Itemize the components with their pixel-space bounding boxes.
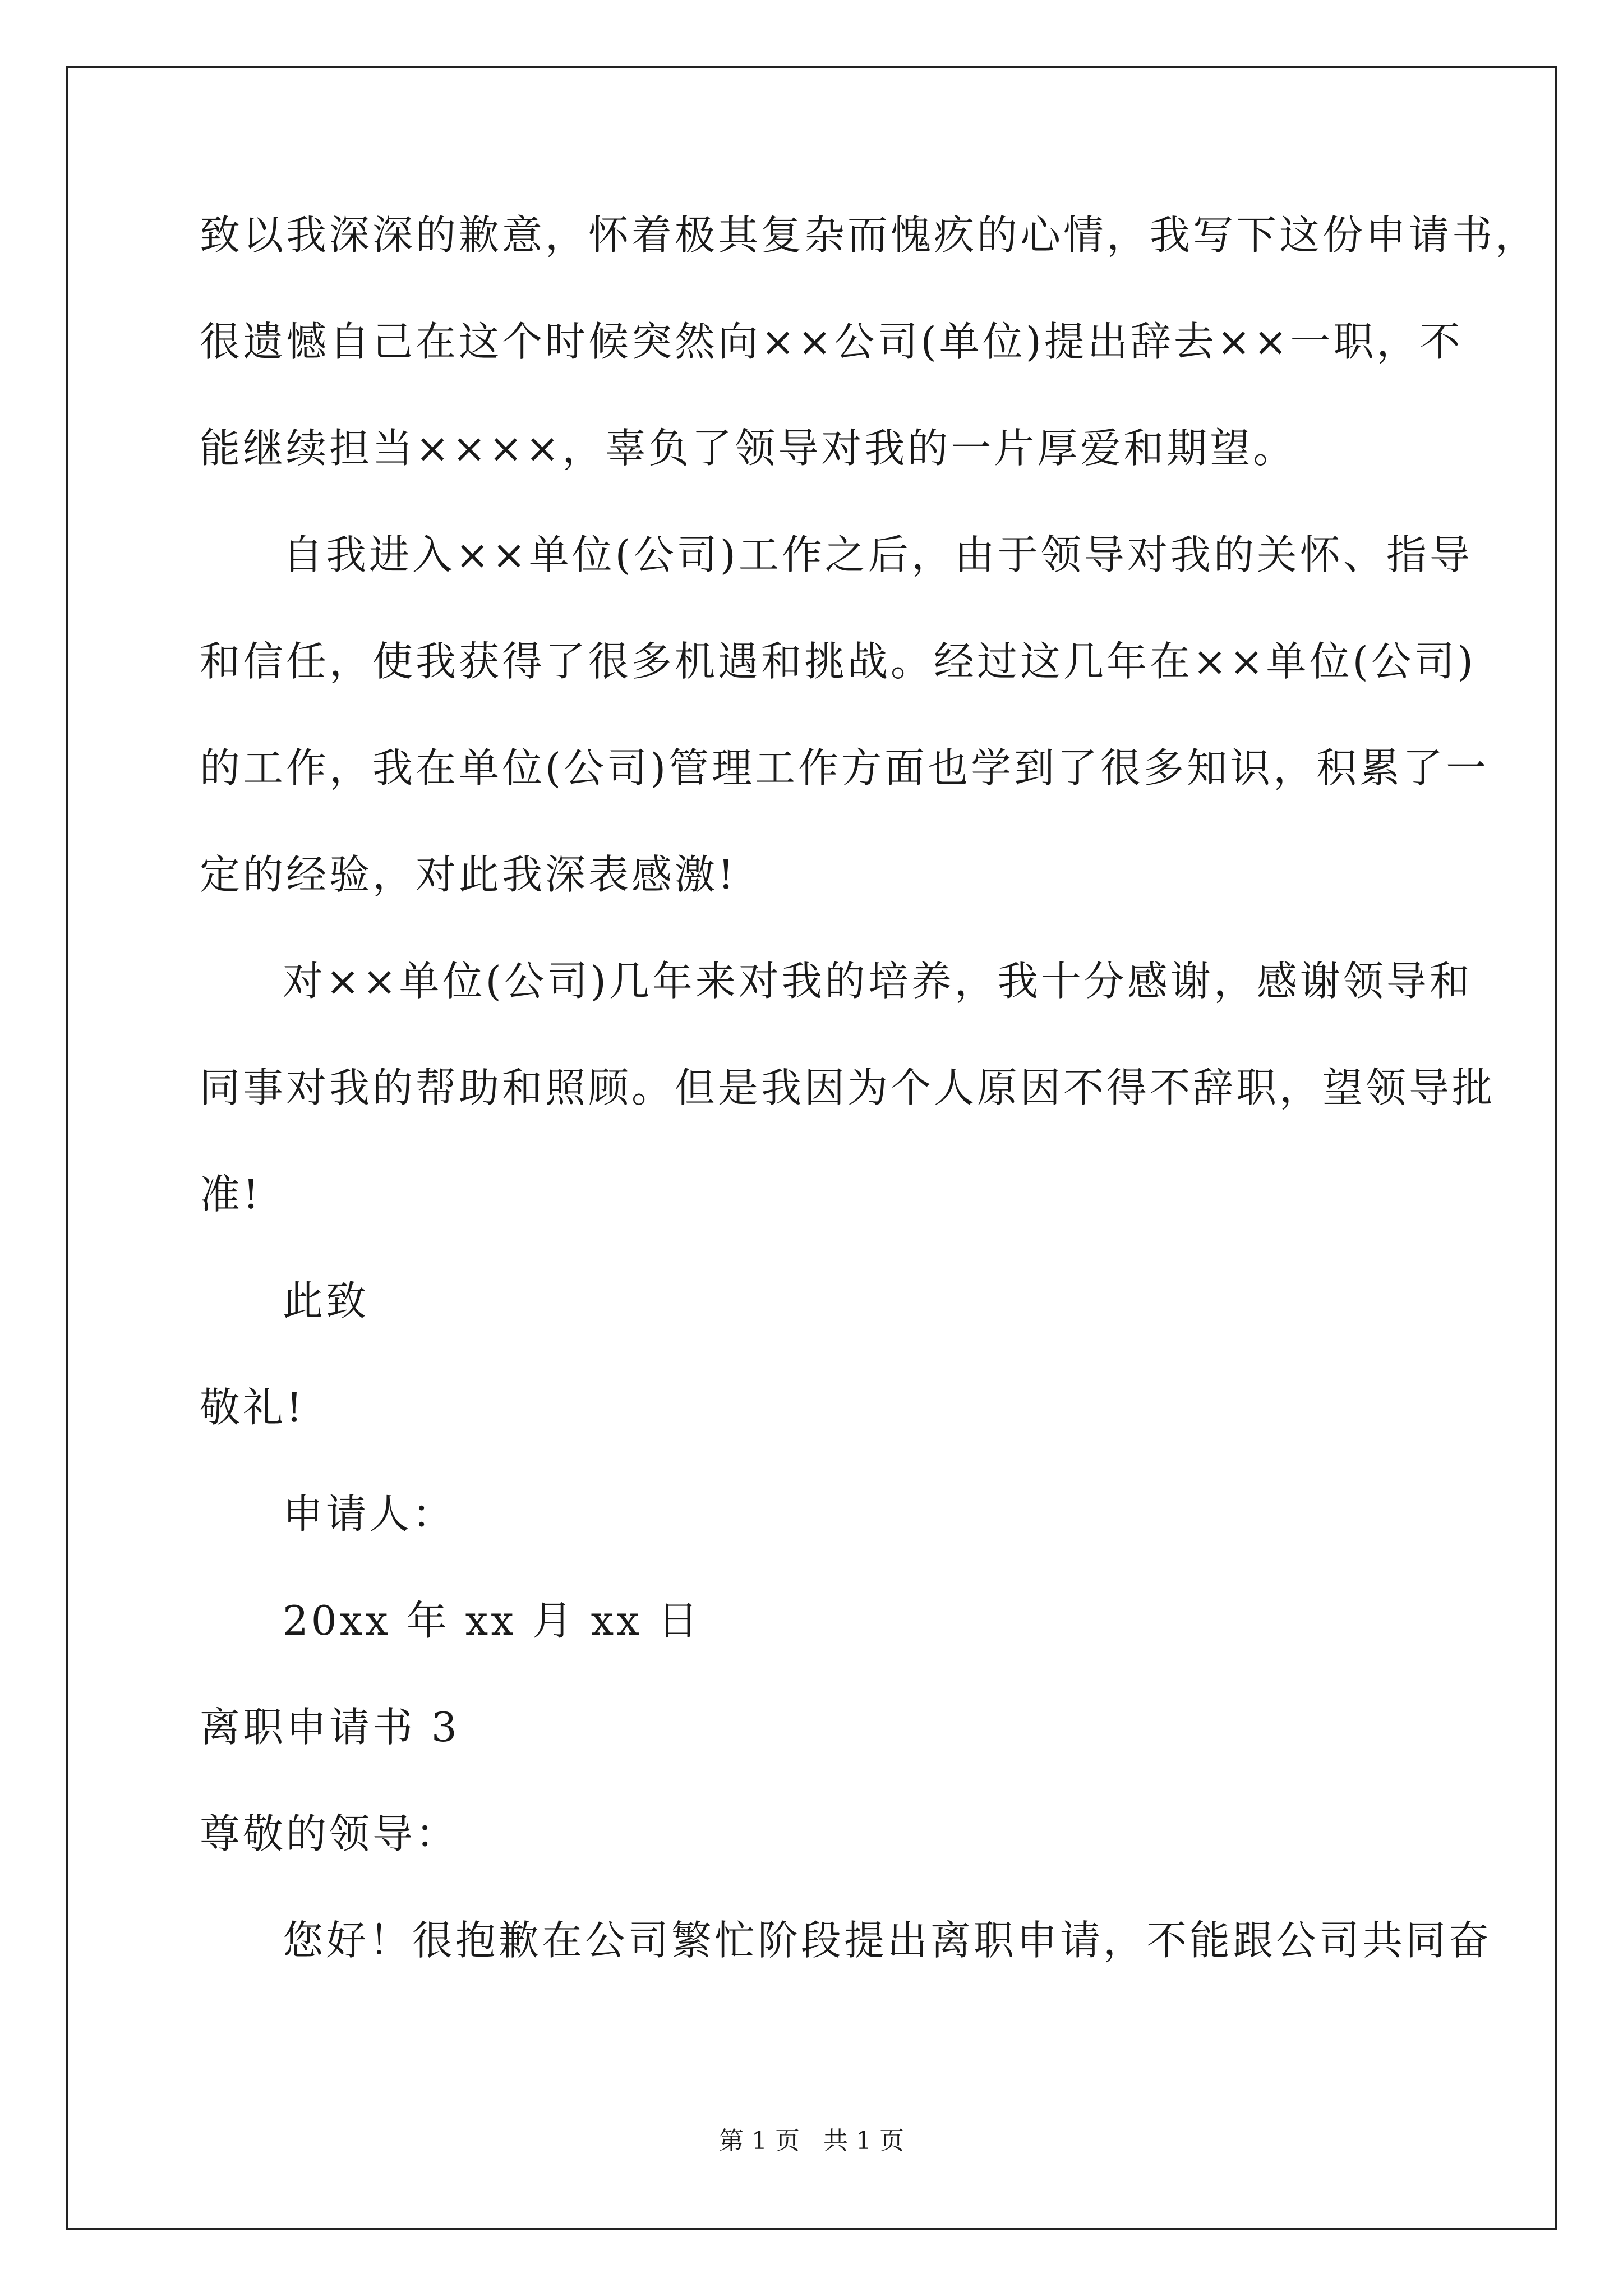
text-line: 致以我深深的歉意，怀着极其复杂而愧疚的心情，我写下这份申请书， — [200, 211, 1539, 259]
closing-respect: 敬礼! — [200, 1384, 305, 1431]
text-line: 的工作，我在单位(公司)管理工作方面也学到了很多知识，积累了一 — [200, 744, 1490, 792]
date-line: 20xx 年 xx 月 xx 日 — [283, 1597, 701, 1644]
text-line: 很遗憾自己在这个时候突然向××公司(单位)提出辞去××一职，不 — [200, 318, 1463, 365]
paragraph-start-line: 自我进入××单位(公司)工作之后，由于领导对我的关怀、指导 — [283, 531, 1473, 578]
text-line: 能继续担当××××，辜负了领导对我的一片厚爱和期望。 — [200, 425, 1297, 472]
text-line: 定的经验，对此我深表感激! — [200, 851, 737, 898]
text-line: 和信任，使我获得了很多机遇和挑战。经过这几年在××单位(公司) — [200, 638, 1476, 685]
closing-salutation: 此致 — [283, 1277, 370, 1324]
text-line: 准! — [200, 1171, 262, 1218]
text-line: 同事对我的帮助和照顾。但是我因为个人原因不得不辞职，望领导批 — [200, 1064, 1496, 1111]
paragraph-start-line: 对××单位(公司)几年来对我的培养，我十分感谢，感谢领导和 — [283, 958, 1473, 1005]
paragraph-start-line: 您好！很抱歉在公司繁忙阶段提出离职申请，不能跟公司共同奋 — [283, 1917, 1492, 1964]
document-body — [200, 211, 1539, 2027]
page-number-footer: 第 1 页 共 1 页 — [719, 2127, 904, 2155]
applicant-label: 申请人： — [283, 1490, 456, 1538]
section-title: 离职申请书 3 — [200, 1704, 460, 1751]
greeting-line: 尊敬的领导： — [200, 1810, 459, 1857]
